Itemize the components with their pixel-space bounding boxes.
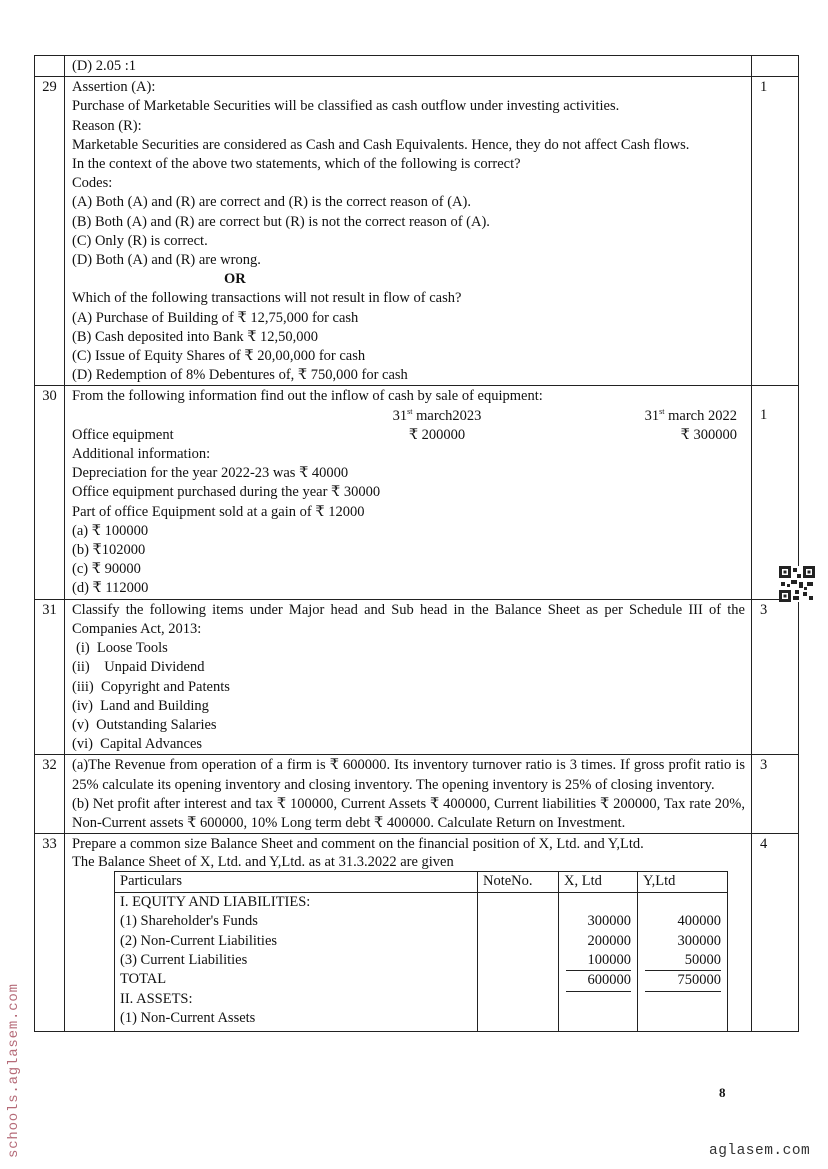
list-item: (iii) Copyright and Patents xyxy=(72,678,230,695)
question-prompt: In the context of the above two statements, which of the following is correct? xyxy=(72,156,521,173)
header-y-ltd: Y,Ltd xyxy=(638,872,728,892)
office-equipment-row xyxy=(72,426,745,445)
alt-option-d: (D) Redemption of 8% Debentures of, ₹ 750,000 for cash xyxy=(72,367,408,384)
particulars-column xyxy=(115,892,478,1031)
info-line: Depreciation for the year 2022-23 was ₹ 40000 xyxy=(72,465,349,482)
date-header-row xyxy=(72,407,745,426)
x-ltd-value: 200000 xyxy=(587,932,631,949)
y-ltd-total: 750000 xyxy=(645,971,721,991)
part-a-text: (a)The Revenue from operation of a firm is ₹ 600000. Its inventory turnover ratio is 3 times. If gross profit ratio is 25% calculate its opening inventory and closing inventory. The opening inventory is 25% of closing inventory. xyxy=(72,757,745,793)
particular-item: TOTAL xyxy=(120,971,167,988)
particular-item: (2) Non-Current Liabilities xyxy=(120,932,278,949)
question-body xyxy=(65,755,752,834)
particular-item: (3) Current Liabilities xyxy=(120,951,248,968)
option-b: (B) Both (A) and (R) are correct but (R) is not the correct reason of (A). xyxy=(72,213,490,230)
question-32-row xyxy=(35,755,799,834)
option-c: (c) ₹ 90000 xyxy=(72,561,141,578)
question-body xyxy=(65,386,752,599)
info-line: Part of office Equipment sold at a gain of ₹ 12000 xyxy=(72,503,365,520)
assertion-label: Assertion (A): xyxy=(72,79,156,96)
info-line: Office equipment purchased during the year ₹ 30000 xyxy=(72,484,381,501)
question-body xyxy=(65,834,752,1031)
reason-label: Reason (R): xyxy=(72,117,142,134)
marks-cell: 3 xyxy=(752,599,799,755)
alt-option-a: (A) Purchase of Building of ₹ 12,75,000 for cash xyxy=(72,309,359,326)
header-particulars: Particulars xyxy=(115,872,478,892)
alt-option-c: (C) Issue of Equity Shares of ₹ 20,00,000 for cash xyxy=(72,348,366,365)
option-a: (a) ₹ 100000 xyxy=(72,522,149,539)
watermark-side: schools.aglasem.com xyxy=(6,983,22,1158)
list-item: (vi) Capital Advances xyxy=(72,736,203,753)
list-item: (ii) Unpaid Dividend xyxy=(72,659,205,676)
x-ltd-value: 300000 xyxy=(587,913,631,930)
option-c: (C) Only (R) is correct. xyxy=(72,232,208,249)
info-line: Additional information: xyxy=(72,446,211,463)
particular-item: (1) Non-Current Assets xyxy=(120,1010,256,1027)
question-body xyxy=(65,56,752,77)
row-label: Office equipment xyxy=(72,426,174,443)
x-ltd-value: 100000 xyxy=(566,951,631,971)
marks-cell: 1 xyxy=(752,77,799,386)
watermark-bottom: aglasem.com xyxy=(709,1143,811,1159)
question-31-row xyxy=(35,599,799,755)
marks-cell xyxy=(752,56,799,77)
marks-cell: 3 xyxy=(752,755,799,834)
question-intro: Classify the following items under Major head and Sub head in the Balance Sheet as per Schedule III of the Companies Act, 2013: xyxy=(72,601,745,637)
x-ltd-total: 600000 xyxy=(566,971,631,991)
question-line-2: The Balance Sheet of X, Ltd. and Y,Ltd. as at 31.3.2022 are given xyxy=(72,854,454,871)
question-30-row xyxy=(35,386,799,599)
question-number: 32 xyxy=(35,755,65,834)
value-2022: ₹ 300000 xyxy=(680,426,737,443)
option-a: (A) Both (A) and (R) are correct and (R) is the correct reason of (A). xyxy=(72,194,471,211)
question-number: 33 xyxy=(35,834,65,1031)
alt-question-prompt: Which of the following transactions will not result in flow of cash? xyxy=(72,290,462,307)
option-d: (D) Both (A) and (R) are wrong. xyxy=(72,252,261,269)
list-item: (iv) Land and Building xyxy=(72,697,209,714)
header-x-ltd: X, Ltd xyxy=(559,872,638,892)
question-number: 29 xyxy=(35,77,65,386)
particular-item: I. EQUITY AND LIABILITIES: xyxy=(120,893,311,910)
date-2022-header: 31st march 2022 xyxy=(644,406,737,424)
particular-item: (1) Shareholder's Funds xyxy=(120,913,258,930)
or-separator: OR xyxy=(224,271,246,288)
header-note-no: NoteNo. xyxy=(478,872,559,892)
alt-option-b: (B) Cash deposited into Bank ₹ 12,50,000 xyxy=(72,328,319,345)
list-item: (v) Outstanding Salaries xyxy=(72,716,217,733)
y-ltd-value: 50000 xyxy=(645,951,721,971)
table-row xyxy=(35,56,799,77)
marks-cell: 4 xyxy=(752,834,799,1031)
value-2023: ₹ 200000 xyxy=(408,426,466,443)
date-2023-header: 31st march2023 xyxy=(392,406,482,424)
question-number: 31 xyxy=(35,599,65,755)
balance-sheet-header-row xyxy=(115,872,728,892)
particular-item: II. ASSETS: xyxy=(120,990,193,1007)
question-body xyxy=(65,599,752,755)
qr-code-icon xyxy=(779,565,815,603)
y-ltd-column xyxy=(638,892,728,1031)
question-body xyxy=(65,77,752,386)
question-number xyxy=(35,56,65,77)
x-ltd-column xyxy=(559,892,638,1031)
option-b: (b) ₹102000 xyxy=(72,542,146,559)
question-33-row xyxy=(35,834,799,1031)
reason-text: Marketable Securities are considered as Cash and Cash Equivalents. Hence, they do not affect Cash flows. xyxy=(72,136,690,153)
y-ltd-value: 300000 xyxy=(677,932,721,949)
balance-sheet-table xyxy=(114,871,728,1031)
note-no-column xyxy=(478,892,559,1031)
y-ltd-value: 400000 xyxy=(677,913,721,930)
balance-sheet-body-row xyxy=(115,892,728,1031)
option-text: (D) 2.05 :1 xyxy=(72,58,137,74)
question-line-1: Prepare a common size Balance Sheet and comment on the financial position of X, Ltd. and Y,Ltd. xyxy=(72,836,644,853)
list-item: (i) Loose Tools xyxy=(76,640,168,657)
part-b-text: (b) Net profit after interest and tax ₹ 100000, Current Assets ₹ 400000, Current liabilities ₹ 200000, Tax rate 20%, Non-Current assets ₹ 600000, 10% Long term debt ₹ 400000. Calculate Return on Investment. xyxy=(72,795,745,831)
question-29-row xyxy=(35,77,799,386)
codes-label: Codes: xyxy=(72,175,113,192)
page-number: 8 xyxy=(719,1085,726,1100)
marks-cell: 1 xyxy=(752,386,799,599)
question-table xyxy=(34,55,799,1032)
question-intro: From the following information find out the inflow of cash by sale of equipment: xyxy=(72,388,543,405)
question-number: 30 xyxy=(35,386,65,599)
assertion-text: Purchase of Marketable Securities will be classified as cash outflow under investing activities. xyxy=(72,98,620,115)
option-d: (d) ₹ 112000 xyxy=(72,580,149,597)
